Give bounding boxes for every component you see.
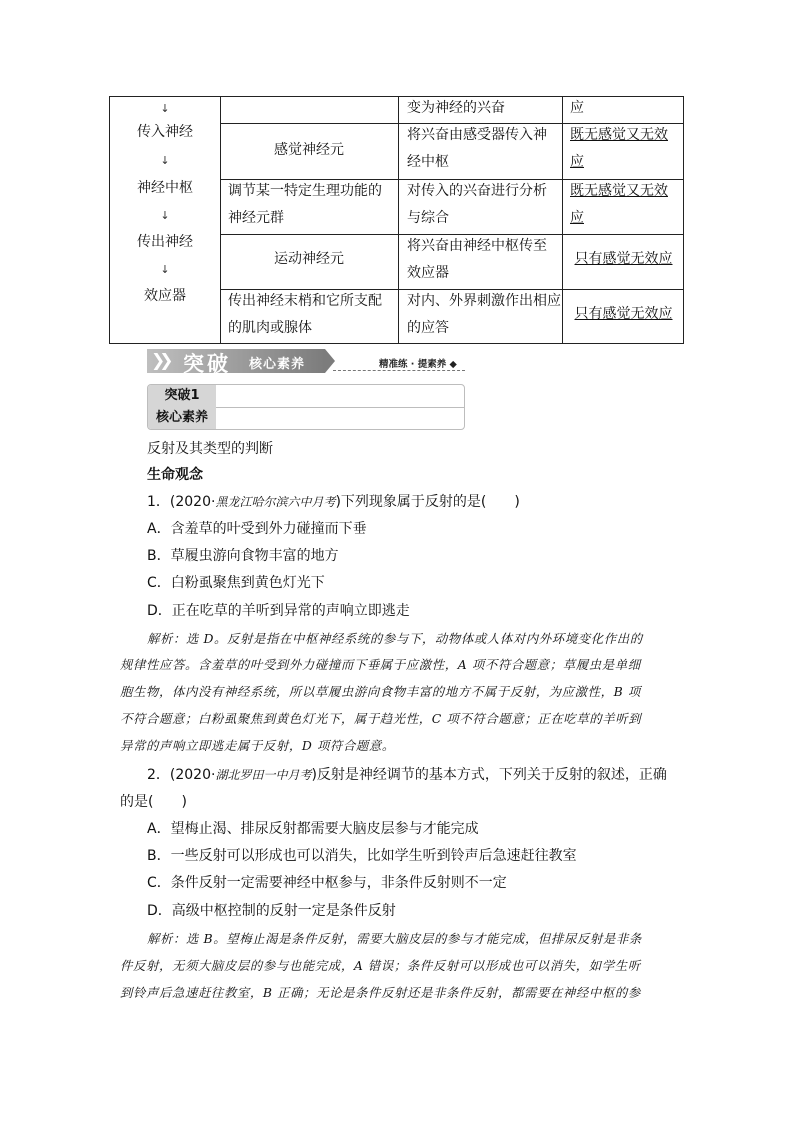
- down-arrow-icon: ↓: [160, 209, 170, 222]
- table-cell-function: 的应答: [407, 320, 449, 336]
- banner-title: 突破: [183, 351, 231, 376]
- table-cell-damage: 只有感觉无效应: [574, 251, 673, 267]
- question-2-option-a: A．望梅止渴、排尿反射都需要大脑皮层参与才能完成: [147, 821, 479, 837]
- down-arrow-icon: ↓: [160, 263, 170, 276]
- question-1-option-b: B．草履虫游向食物丰富的地方: [147, 548, 339, 564]
- banner-divider: [333, 370, 465, 371]
- question-1-explanation-line: 不符合题意；白粉虱聚焦到黄色灯光下，属于趋光性，C 项不符合题意；正在吃草的羊听到: [120, 711, 642, 726]
- section-banner: [147, 349, 467, 375]
- banner-subtitle: 核心素养: [249, 357, 306, 372]
- question-2-source: 湖北罗田一中月考: [215, 768, 312, 782]
- topic-heading: 反射及其类型的判断: [147, 441, 273, 457]
- arc-item-efferent: 传出神经: [137, 234, 193, 250]
- question-1-source: 黑龙江哈尔滨六中月考: [215, 495, 336, 509]
- question-2-stem-cont: 的是( ): [120, 794, 187, 810]
- arc-item-effector: 效应器: [144, 288, 186, 304]
- question-1-explanation-line: 胞生物，体内没有神经系统，所以草履虫游向食物丰富的地方不属于反射，为应激性，B 项: [120, 684, 641, 699]
- table-divider: [398, 97, 399, 343]
- question-1-stem: [147, 492, 520, 512]
- question-2-explanation-line: 件反射，无须大脑皮层的参与也能完成，A 错误；条件反射可以形成也可以消失，如学生听: [120, 958, 641, 973]
- double-chevron-icon: ❯❯: [151, 351, 168, 371]
- table-cell-structure: 运动神经元: [274, 251, 344, 267]
- breakthrough-label: 突破1: [148, 385, 216, 407]
- table-cell-structure: 感觉神经元: [274, 142, 344, 158]
- table-cell-structure: 传出神经末梢和它所支配: [228, 293, 382, 309]
- down-arrow-icon: ↓: [160, 154, 170, 167]
- question-1-text: )下列现象属于反射的是( ): [335, 494, 520, 510]
- arc-item-center: 神经中枢: [137, 180, 193, 196]
- question-1-prefix: 1．(2020·: [147, 494, 216, 510]
- table-cell-function: 将兴奋由感受器传入神: [407, 127, 547, 143]
- reflex-arc-table: [109, 96, 684, 344]
- question-2-option-c: C．条件反射一定需要神经中枢参与，非条件反射则不一定: [147, 875, 507, 891]
- question-1-explanation-line: 规律性应答。含羞草的叶受到外力碰撞而下垂属于应激性，A 项不符合题意；草履虫是单细: [120, 657, 641, 672]
- table-divider: [220, 97, 221, 343]
- table-cell-damage: 只有感觉无效应: [574, 306, 673, 322]
- table-cell-function: 经中枢: [407, 154, 449, 170]
- core-literacy-label: 核心素养: [148, 407, 216, 429]
- table-cell-damage: 既无感觉又无效: [570, 183, 668, 199]
- table-cell-function: 将兴奋由神经中枢传至: [407, 238, 547, 254]
- table-cell-damage: 应: [570, 154, 584, 170]
- question-2-explanation-line: 解析：选 B。望梅止渴是条件反射，需要大脑皮层的参与才能完成，但排尿反射是非条: [147, 931, 642, 946]
- table-cell-function: 对传入的兴奋进行分析: [407, 183, 547, 199]
- banner-tagline: 精准练 · 提素养 ◆: [379, 359, 457, 370]
- question-2-explanation-line: 到铃声后急速赶往教室，B 正确；无论是条件反射还是非条件反射，都需要在神经中枢的参: [120, 985, 641, 1000]
- table-cell-damage: 既无感觉又无效: [570, 127, 668, 143]
- question-2-prefix: 2．(2020·: [147, 767, 216, 783]
- concept-heading: 生命观念: [147, 467, 203, 483]
- question-2-option-d: D．高级中枢控制的反射一定是条件反射: [147, 903, 396, 919]
- table-cell-function: 对内、外界刺激作出相应: [407, 293, 561, 309]
- box-divider: [216, 407, 464, 408]
- table-cell-structure: 神经元群: [228, 210, 284, 226]
- table-cell-function: 变为神经的兴奋: [407, 100, 505, 116]
- table-cell-structure: 调节某一特定生理功能的: [228, 183, 382, 199]
- down-arrow-icon: ↓: [160, 102, 170, 115]
- arc-item-afferent: 传入神经: [137, 124, 193, 140]
- question-1-explanation-line: 异常的声响立即逃走属于反射，D 项符合题意。: [120, 738, 395, 753]
- table-cell-structure: 的肌肉或腺体: [228, 320, 312, 336]
- table-cell-function: 与综合: [407, 210, 449, 226]
- table-cell-function: 效应器: [407, 265, 449, 281]
- question-2-text: )反射是神经调节的基本方式，下列关于反射的叙述，正确: [311, 767, 667, 783]
- question-2-option-b: B．一些反射可以形成也可以消失，比如学生听到铃声后急速赶往教室: [147, 848, 577, 864]
- question-1-option-a: A．含羞草的叶受到外力碰撞而下垂: [147, 521, 367, 537]
- breakthrough-box: [147, 384, 465, 430]
- table-cell-damage: 应: [570, 100, 584, 116]
- question-2-stem: [147, 765, 667, 785]
- question-1-explanation-line: 解析：选 D。反射是指在中枢神经系统的参与下，动物体或人体对内外环境变化作出的: [147, 631, 643, 646]
- question-1-option-d: D．正在吃草的羊听到异常的声响立即逃走: [147, 603, 410, 619]
- question-1-option-c: C．白粉虱聚焦到黄色灯光下: [147, 575, 325, 591]
- table-cell-damage: 应: [570, 210, 584, 226]
